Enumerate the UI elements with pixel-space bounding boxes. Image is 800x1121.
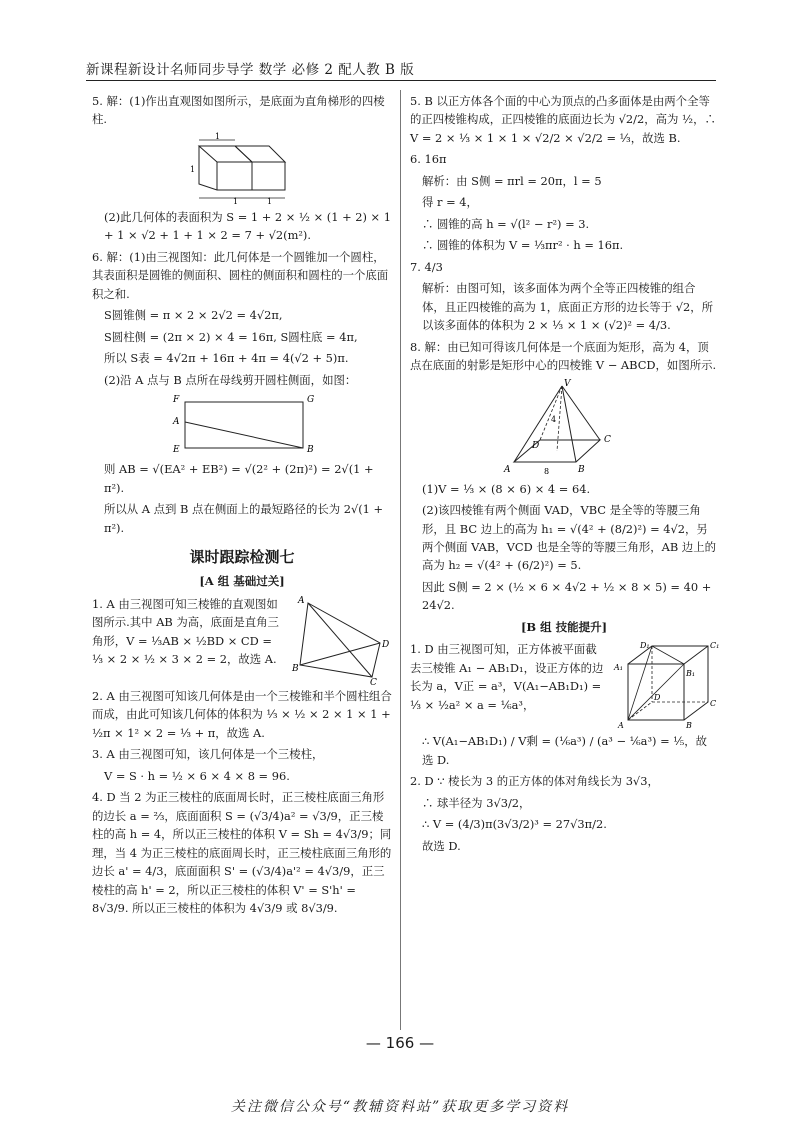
answer-6-part2: (2)沿 A 点与 B 点所在母线剪开圆柱侧面，如图： (104, 372, 357, 387)
point-label: D (382, 639, 390, 650)
point-label: D₁ (640, 641, 650, 651)
page-header: 新课程新设计名师同步导学 数学 必修 2 配人教 B 版 (86, 62, 415, 78)
point-label: A (504, 464, 511, 475)
answer-6-cylinder-areas: S圆柱侧 = (2π × 2) × 4 = 16π, S圆柱底 = 4π, (104, 329, 358, 344)
header-rule (86, 80, 716, 81)
point-label: G (307, 395, 315, 406)
point-label: A (618, 721, 624, 731)
answer-6-part1: 6. 解：(1)由三视图知：此几何体是一个圆锥加一个圆柱，其表面积是圆锥的侧面积、圆柱的侧面积和圆柱的一个底面积之和. (92, 249, 389, 301)
footer-note: 关注微信公众号“教辅资料站”获取更多学习资料 (230, 1099, 570, 1115)
dim-label: 1 (267, 196, 273, 206)
answer-b2: 2. D ∵ 棱长为 3 的正方体的体对角线长为 3√3， (410, 774, 659, 789)
column-divider (400, 90, 401, 1030)
answer-6: 6. 16π (410, 152, 447, 167)
answer-6-height: ∴ 圆锥的高 h = √(l² − r²) = 3. (422, 216, 590, 231)
answer-6-volume: ∴ 圆锥的体积为 V = ⅓πr² · h = 16π. (422, 238, 624, 253)
answer-6-cone-lateral: S圆锥侧 = π × 2 × 2√2 = 4√2π, (104, 308, 283, 323)
answer-7: 7. 4/3 (410, 259, 443, 274)
answer-5: 5. B 以正方体各个面的中心为顶点的凸多面体是由两个全等的正四棱锥构成，正四棱锥的底面边长为 √2/2，高为 ½，∴ V = 2 × ⅓ × 1 × 1 × √2/2 × √2/2 = ⅓，故选 B. (410, 94, 716, 145)
tetrahedron-figure (292, 595, 392, 688)
answer-6-conclusion: 所以从 A 点到 B 点在侧面上的最短路径的长为 2√(1 + π²). (104, 502, 384, 535)
answer-8-lateral-area: 因此 S侧 = 2 × (½ × 6 × 4√2 + ½ × 8 × 5) = 40 + 24√2. (422, 579, 712, 613)
answer-3-volume: V = S · h = ½ × 6 × 4 × 8 = 96. (104, 768, 290, 783)
point-label: B (292, 663, 299, 674)
answer-8-volume: (1)V = ⅓ × (8 × 6) × 4 = 64. (422, 481, 591, 496)
answer-3: 3. A 由三视图可知，该几何体是一个三棱柱， (92, 747, 324, 762)
page-number: — 166 — (365, 1034, 435, 1052)
answer-5-part2: (2)此几何体的表面积为 S = 1 + 2 × ½ × (1 + 2) × 1 + 1 × √2 + 1 + 1 × 2 = 7 + √2(m²). (104, 209, 391, 243)
point-label: B (578, 464, 585, 475)
answer-1: 1. A 由三视图可知三棱锥的直观图如图所示.其中 AB 为高，底面是直角三角形，V = ⅓AB × ½BD × CD = ⅓ × 2 × ½ × 3 × 2 = 2，故选 A. (92, 596, 279, 667)
answer-6-analysis: 解析：由 S侧 = πrl = 20π，l = 5 (422, 173, 602, 188)
cube-figure (614, 640, 718, 730)
answer-b2-radius: ∴ 球半径为 3√3/2， (422, 795, 531, 810)
question-b1-block (410, 640, 720, 731)
answer-6-total-area: 所以 S表 = 4√2π + 16π + 4π = 4(√2 + 5)π. (104, 351, 349, 366)
answer-8-part1: 8. 解：由已知可得该几何体是一个底面为矩形，高为 4，顶点在底面的射影是矩形中心的四棱锥 V − ABCD，如图所示. (410, 339, 717, 373)
point-label: V (564, 378, 571, 389)
right-column (410, 92, 718, 858)
point-label: D (532, 440, 540, 451)
answer-6-ab-length: 则 AB = √(EA² + EB²) = √(2² + (2π)²) = 2√(1 + π²). (104, 462, 374, 495)
point-label: B (307, 445, 314, 456)
answer-b1: 1. D 由三视图可知，正方体被平面截去三棱锥 A₁ − AB₁D₁，设正方体的边长为 a，V正 = a³，V(A₁−AB₁D₁) = ⅓ × ½a² × a = ⅙a³， (410, 642, 604, 712)
dim-label: 1 (233, 196, 239, 206)
answer-b1-ratio: ∴ V(A₁−AB₁D₁) / V剩 = (⅙a³) / (a³ − ⅙a³) = ⅕，故选 D. (422, 734, 708, 767)
answer-4: 4. D 当 2 为正三棱柱的底面周长时，正三棱柱底面三角形的边长 a = ⅔，底面面积 S = (√3/4)a² = √3/9，正三棱柱的高 h = 4，所以正三棱柱的体积 V = Sh = 4√3/9；同理，当 4 为正三棱柱的底面周长时，正三棱柱底面三角形的边长 a' = 4/3，底面面积 S' = (√3/4)a'² = 4√3/9，正三棱柱的高 h' = 2，所以正三棱柱的体积 V' = S'h' = 8√3/9. 所以正三棱柱的体积为 4√3/9 或 8√3/9. (92, 790, 392, 916)
pyramid-figure (504, 378, 624, 476)
point-label: C (370, 677, 377, 688)
section-title: 课时跟踪检测七 (189, 548, 295, 567)
answer-b2-choice: 故选 D. (422, 838, 461, 853)
group-a-title: [A 组 基础过关] (199, 574, 285, 589)
unrolled-cylinder-figure (167, 392, 317, 456)
point-label: B₁ (686, 669, 696, 679)
point-label: C (604, 434, 611, 445)
point-label: A (173, 417, 180, 428)
group-b-title: [B 组 技能提升] (520, 619, 608, 634)
answer-6-radius: 得 r = 4， (422, 195, 478, 210)
point-label: F (173, 395, 180, 406)
dim-label: 4 (551, 414, 557, 424)
answer-8-heights: (2)该四棱锥有两个侧面 VAD，VBC 是全等的等腰三角形，且 BC 边上的高为 h₁ = √(4² + (8/2)²) = 4√2，另两个侧面 VAB，VCD 也是全等的等腰三角形，AB 边上的高为 h₂ = √(4² + (6/2)²) = 5. (422, 503, 717, 573)
answer-5-part1: 5. 解：(1)作出直观图如图所示，是底面为直角梯形的四棱柱. (92, 94, 385, 127)
point-label: A₁ (614, 663, 623, 673)
point-label: C (710, 699, 717, 709)
point-label: C₁ (710, 641, 720, 651)
answer-7-analysis: 解析：由图可知，该多面体为两个全等正四棱锥的组合体，且正四棱锥的高为 1，底面正方形的边长等于 √2，所以该多面体的体积为 2 × ⅓ × 1 × (√2)² = 4/3. (422, 281, 713, 333)
question-1-block (92, 595, 392, 688)
prism-figure (187, 132, 297, 204)
answer-b2-volume: ∴ V = (4/3)π(3√3/2)³ = 27√3π/2. (422, 817, 607, 832)
point-label: E (173, 445, 180, 456)
left-column (92, 92, 392, 921)
point-label: A (298, 595, 305, 606)
dim-label: 1 (190, 164, 196, 174)
point-label: B (686, 721, 692, 731)
dim-label: 8 (544, 466, 550, 476)
answer-2: 2. A 由三视图可知该几何体是由一个三棱锥和半个圆柱组合而成，由此可知该几何体的体积为 ⅓ × ½ × 2 × 1 × 1 + ½π × 1² × 2 = ⅓ + π，故选 A. (92, 688, 392, 740)
dim-label: 1 (215, 131, 221, 141)
point-label: D (654, 693, 661, 703)
